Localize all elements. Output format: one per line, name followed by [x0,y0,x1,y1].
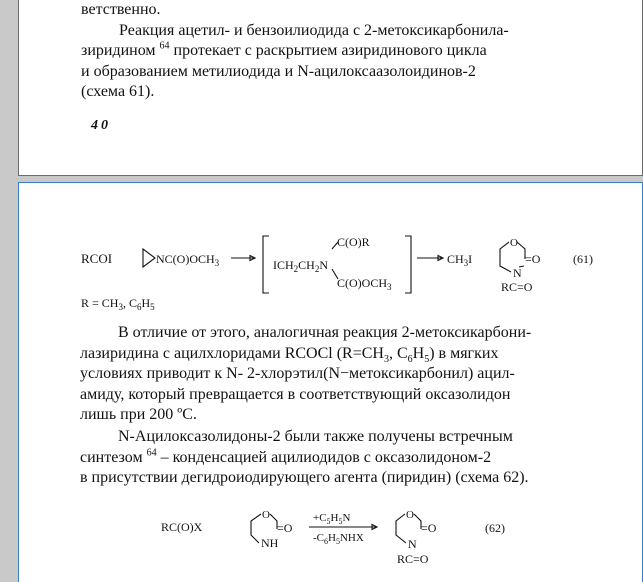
aziridine-ring-icon [143,249,155,267]
product-ring-nitrogen: N [408,537,417,551]
oxazolidone-ring-right-icon [517,242,525,259]
p1-line-4: амиду, который превращается в соответствующий оксазолидон [80,385,511,403]
bracket-left [263,236,269,293]
product-ring-carbonyl: =O [421,521,437,535]
reaction-scheme-61 [19,227,643,319]
intermediate-ich2: ICH [273,258,294,272]
svg-text:ICH2CH2N: $ICH_2CH_2N$ [273,258,329,274]
ring-oxygen: O [510,237,518,249]
scheme-number-61: (61) [573,252,593,266]
ring-oxygen: O [262,509,270,521]
ring-nh: NH [261,536,279,550]
product-ring-left-icon [396,514,406,543]
page-number: 40 [91,118,111,133]
ring-nitrogen: N [513,266,522,280]
product-ch3i: CH [447,252,464,266]
intermediate-cooch3: C(O)OCH [337,276,387,290]
bracket-right [405,236,411,293]
condition-byproduct: -C [313,532,324,544]
ring-carbonyl: =O [525,252,541,266]
svg-text:+C5H5N: $+C_5H_5N$ [313,512,351,526]
acyl-group: RC=O [501,280,533,294]
document-page-top [18,0,643,176]
r-definition: R = CH [81,296,119,310]
p1-line-3: условиях приводит к N- 2-хлорэтил(N−метоксикарбонил) ацил- [80,365,515,382]
line-5: (схема 61). [81,83,155,100]
product-ring-oxygen: O [406,509,414,521]
p1-line-1: В отличие от этого, аналогичная реакция 2-метоксикарбони- [118,324,532,341]
condition-pyridine: +C [313,512,327,524]
reactant-rcox: RC(O)X [161,520,203,534]
intermediate-cor: C(O)R [337,235,370,249]
p2-line-3: в присутствии дегидроиодирующего агента (пиридин) (схема 62). [80,469,529,486]
p1-line-2: лазиридина с ацилхлоридами RCOCl (R=CH [80,344,384,362]
paragraph-acyl-chlorides: В отличие от этого, аналогичная реакция 2-метоксикарбони- лазиридина с ацилхлоридами RCOCl ($R=CH_3$, $C_6H_5$) в мягких условиях приводит к N- 2-хлорэтил(N−метоксикарбонил) ацил- амиду, который превращается в соответствующий оксазолидон лишь при 200 ºС. [80,324,532,423]
svg-text:C(O)OCH3: $C(O)OCH_3$ [337,276,392,292]
p2-line-2: синтезом [80,448,147,466]
product-acyl-group: RC=O [397,552,429,566]
paragraph-counter-synthesis: N-Ацилоксазолидоны-2 были также получены встречным синтезом $^{64}$ – конденсацией ацилиодидов с оксазолидоном-2 в присутствии дегидроиодирующего агента (пиридин) (схема 62). [80,428,529,486]
p2-line-1: N-Ацилоксазолидоны-2 были также получены встречным [118,428,513,445]
line-4: и образованием метилиодида и N-ацилоксаазолоидинов-2 [81,62,476,80]
svg-text:NC(O)OCH3: $NC(O)OCH_3$ [156,252,220,268]
scheme-number-62: (62) [485,521,505,535]
reactant-aziridine: NC(O)OCH [156,252,215,266]
document-page-current [18,182,643,582]
oxazolidone-ring-right-icon [270,514,277,529]
svg-text:R = CH3, C6H5: $R = CH_3$, $C_6H_5$ [81,296,155,312]
line-3: зиридином [81,42,160,59]
reactant-rcoi: RCOI [81,251,113,266]
oxazolidone-ring-left-icon [251,514,261,543]
product-ring-right-icon [414,514,421,529]
svg-text:-C6H5NHX: $-C_6H_5NHX$ [313,532,364,546]
reference-64: 64 [146,447,157,459]
reaction-scheme-62 [19,505,643,575]
line-1: ветственно. [81,1,161,18]
svg-text:CH3I: $CH_3I$ [447,252,473,268]
paragraph-scheme-61-intro [81,0,596,103]
ring-carbonyl: =O [277,521,293,535]
line-2: Реакция ацетил- и бензоилиодида с 2-метоксикарбонила- [119,21,509,39]
p1-line-5: лишь при 200 ºС. [80,406,197,423]
reference-64: 64 [159,40,170,52]
line-3-cont: протекает с раскрытием азиридинового цикла [169,42,487,59]
